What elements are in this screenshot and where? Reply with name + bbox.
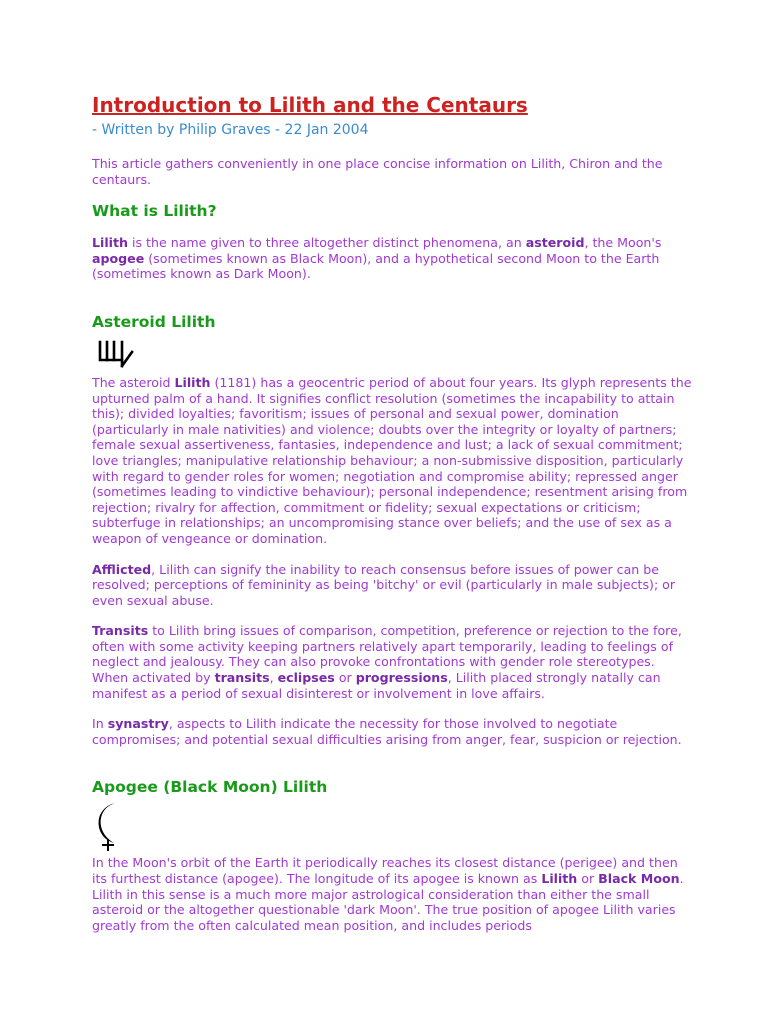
apogee-paragraph-1 — [92, 855, 692, 933]
term-synastry: synastry — [107, 716, 169, 732]
term-lilith: Lilith — [541, 871, 578, 887]
text-run: (1181) has a geocentric period of about four years. Its glyph represents the upturned palm of a hand. It signifies conflict resolution (sometimes the incapability to attain this); divided loyalties; favoritism; issues of personal and sexual power, domination (particularly in male nativities) and violence; doubts over the integrity or loyalty of partners; female sexual assertiveness, fantasies, independence and lust; a lack of sexual commitment; love triangles; manipulative relationship behaviour; a non-submissive disposition, particularly with regard to gender roles for women; negotiation and compromise ability; repressed anger (sometimes leading to vindictive behaviour); personal independence; resentment arising from rejection; rivalry for affection, commitment or fidelity; sexual expectations or criticism; subterfuge in relationships; an uncompromising stance over beliefs; and the use of sex as a weapon of vengeance or domination. — [92, 374, 692, 546]
black-moon-lilith-glyph-icon — [92, 801, 126, 853]
asteroid-paragraph-2 — [92, 562, 692, 609]
text-run: or — [334, 670, 356, 686]
text-run: , Lilith placed strongly natally can manifest as a period of sexual disinterest or involvement in love affairs. — [92, 670, 661, 701]
text-run: or — [577, 871, 599, 887]
text-run: In — [92, 716, 108, 732]
term-eclipses: eclipses — [277, 670, 335, 686]
heading-asteroid-lilith: Asteroid Lilith — [92, 312, 216, 331]
text-run: to Lilith bring issues of comparison, competition, preference or rejection to the fore, often with some activity keeping partners relatively apart temporarily, leading to feelings of neglect and jealousy. They can also provoke confrontations with gender role stereotypes. When activated by — [92, 623, 682, 686]
asteroid-paragraph-1 — [92, 375, 692, 547]
term-black-moon: Black Moon — [598, 871, 680, 887]
term-apogee: apogee — [92, 250, 145, 266]
asteroid-paragraph-3 — [92, 623, 692, 701]
text-run: , aspects to Lilith indicate the necessity for those involved to negotiate compromises; and potential sexual difficulties arising from anger, fear, suspicion or rejection. — [92, 716, 682, 747]
text-run: In the Moon's orbit of the Earth it periodically reaches its closest distance (perigee) and then its furthest distance (apogee). The longitude of its apogee is known as — [92, 855, 678, 887]
text-run: The asteroid — [92, 374, 175, 390]
term-transits: Transits — [92, 623, 149, 639]
what-is-paragraph — [92, 235, 692, 282]
term-lilith: Lilith — [174, 374, 211, 390]
asteroid-paragraph-4 — [92, 716, 692, 747]
byline: - Written by Philip Graves - 22 Jan 2004 — [92, 122, 369, 138]
text-run: , Lilith can signify the inability to reach consensus before issues of power can be resolved; perceptions of femininity as being 'bitchy' or evil (particularly in male subjects); or even sexual abuse. — [92, 561, 676, 608]
text-run: . Lilith in this sense is a much more major astrological consideration than either the small asteroid or the altogether questionable 'dark Moon'. The true position of apogee Lilith varies greatly from the often calculated mean position, and includes periods — [92, 871, 684, 933]
text-run: (sometimes known as Black Moon), and a hypothetical second Moon to the Earth (sometimes known as Dark Moon). — [92, 250, 660, 282]
intro-paragraph: This article gathers conveniently in one place concise information on Lilith, Chiron and the centaurs. — [92, 156, 663, 187]
term-asteroid: asteroid — [525, 235, 585, 251]
page-title: Introduction to Lilith and the Centaurs — [92, 93, 528, 117]
text-run: , the Moon's — [584, 235, 662, 251]
term-lilith: Lilith — [92, 235, 128, 251]
text-run: is the name given to three altogether distinct phenomena, an — [127, 235, 526, 251]
term-afflicted: Afflicted — [92, 561, 152, 577]
heading-apogee-lilith: Apogee (Black Moon) Lilith — [92, 778, 328, 797]
text-run: , — [269, 670, 278, 686]
term-transits: transits — [214, 670, 270, 686]
term-progressions: progressions — [355, 670, 448, 686]
asteroid-lilith-glyph-icon — [92, 338, 136, 368]
article — [92, 90, 692, 933]
heading-what-is-lilith: What is Lilith? — [92, 202, 217, 221]
